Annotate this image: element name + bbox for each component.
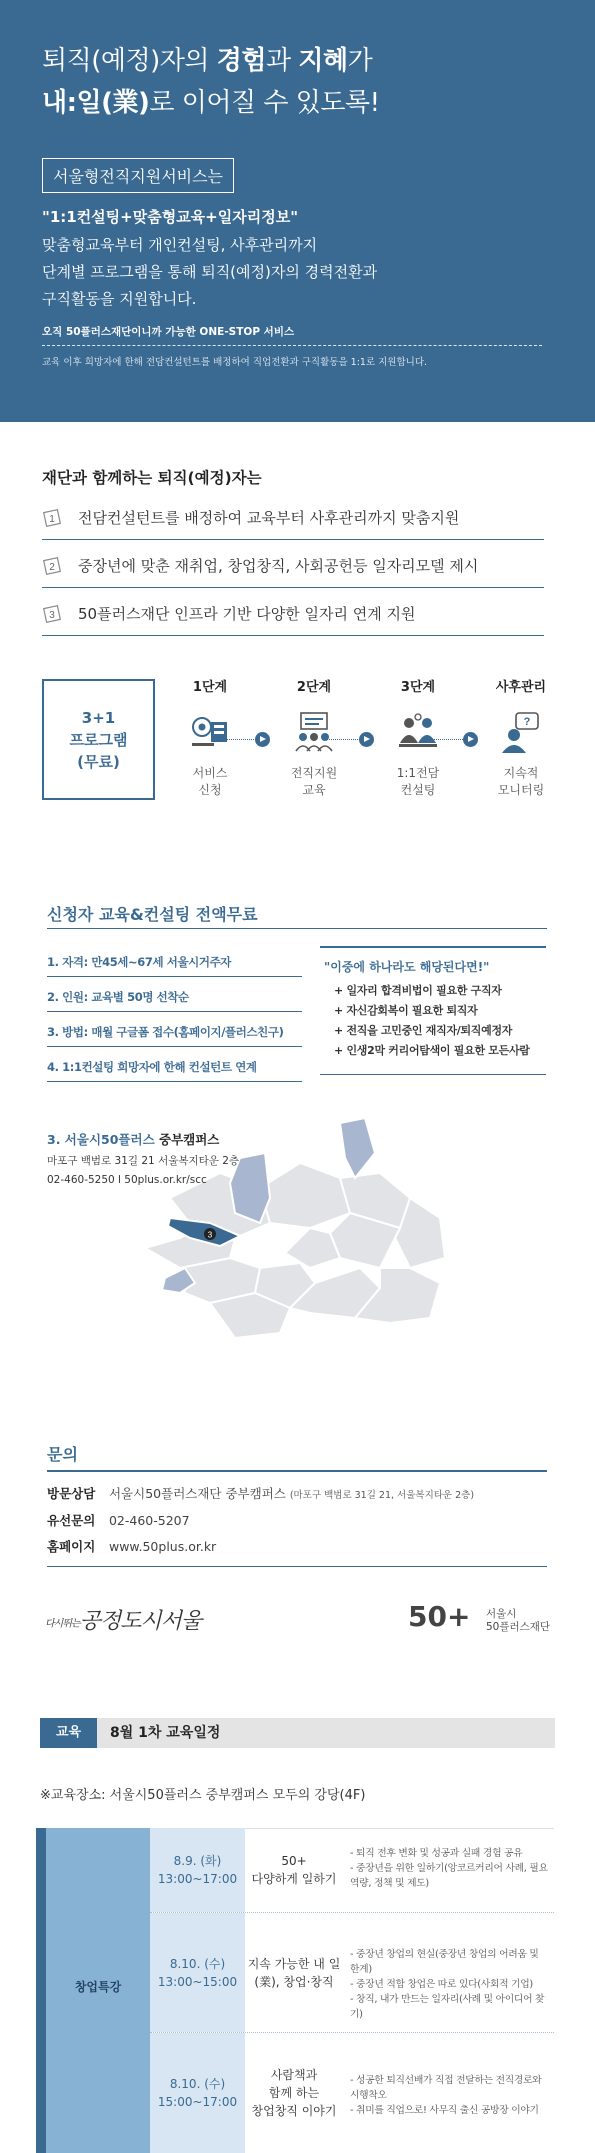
session-date (150, 1828, 245, 1912)
program-box-line: 프로그램 (69, 731, 128, 749)
session-date (150, 1913, 245, 2032)
topic-line: 창업창직 이야기 (251, 2104, 337, 2118)
step-arrow-icon (463, 732, 478, 747)
seoul-logo-prefix: 다시뛰는 (45, 1618, 80, 1630)
topic-line: 사람책과 (270, 2068, 318, 2082)
contact-value: 02-460-5207 (108, 1513, 190, 1528)
session-topic (245, 1828, 343, 1912)
one-stop-note: 오직 50플러스재단이니까 가능한 ONE-STOP 서비스 (42, 326, 295, 338)
classroom-icon (291, 709, 337, 755)
target-head: "이중에 하나라도 해당된다면!" (324, 960, 490, 974)
topic-line: 함께 하는 (268, 2086, 320, 2100)
step-1 (170, 676, 250, 799)
time-line: 13:00~15:00 (157, 1975, 238, 1989)
svg-text:?: ? (523, 716, 531, 728)
campus-name: 중부캠퍼스 (159, 1132, 220, 1147)
step-label-line: 신청 (198, 783, 222, 797)
schedule-header (40, 1718, 555, 1748)
campus-number: 3. 서울시50플러스 (47, 1132, 159, 1147)
contact-label: 유선문의 (47, 1513, 96, 1528)
date-line: 8.9. (화) (173, 1854, 222, 1868)
step-label-line: 교육 (302, 783, 326, 797)
contact-link[interactable]: www.50plus.or.kr (108, 1539, 217, 1554)
contact-label: 홈페이지 (47, 1539, 96, 1554)
contact-web (47, 1537, 216, 1555)
desc-line: - 중장년 창업의 현실(중장년 창업의 어려움 및 한계) (350, 1949, 539, 1975)
feature-item (42, 502, 544, 540)
campus-contact: 02-460-5250 l 50plus.or.kr/scc (47, 1174, 207, 1186)
time-line: 13:00~17:00 (157, 1872, 238, 1886)
step-label-line: 서비스 (192, 766, 228, 780)
step-label (481, 765, 561, 799)
service-formula: "1:1컨설팅+맞춤형교육+일자리정보" (42, 208, 299, 226)
step-head: 2단계 (296, 680, 332, 695)
program-box-line: 3+1 (81, 709, 116, 727)
campus-address: 마포구 백범로 31길 21 서울복지타운 2층 (47, 1155, 240, 1167)
consulting-icon (395, 709, 441, 755)
hero-title-bold: 내:일(業) (42, 88, 150, 118)
description-line: 구직활동을 지원합니다. (42, 290, 197, 308)
step-label-line: 컨설팅 (400, 783, 436, 797)
divider (47, 928, 547, 929)
step-head: 사후관리 (495, 680, 547, 695)
topic-line: (業), 창업·창직 (254, 1975, 334, 1989)
foundation-logo: 50+ (408, 1600, 471, 1633)
divider (47, 1470, 547, 1472)
svg-text:3: 3 (49, 610, 55, 621)
session-desc (350, 2073, 550, 2118)
table-category (46, 1828, 150, 2153)
table-row (150, 1828, 554, 1913)
step-label-line: 전직지원 (290, 766, 338, 780)
step-head: 3단계 (400, 680, 436, 695)
monitoring-icon (498, 709, 544, 755)
hero-subnote: 교육 이후 희망자에 한해 전담컨설턴트를 배정하여 직업전환과 구직활동을 1:1로 지원합니다. (42, 357, 428, 368)
date-line: 8.10. (수) (169, 2077, 226, 2091)
session-topic (245, 2033, 343, 2153)
session-topic (245, 1913, 343, 2032)
target-item: + 전직을 고민중인 재직자/퇴직예정자 (334, 1024, 513, 1037)
desc-line: - 창직, 내가 만드는 일자리(사례 및 아이디어 찾기) (350, 1994, 545, 2020)
topic-line: 다양하게 일하기 (251, 1872, 337, 1886)
contact-label: 방문상담 (47, 1486, 96, 1501)
desc-line: - 취미를 직업으로! 사무직 출신 공방장 이야기 (350, 2105, 539, 2116)
computer-icon (187, 709, 233, 755)
topic-line: 50+ (281, 1854, 307, 1868)
service-name-box: 서울형전직지원서비스는 (42, 158, 234, 193)
step-label (170, 765, 250, 799)
foundation-line: 서울시 (486, 1608, 517, 1620)
desc-line: - 중장년을 위한 일하기(앙코르커리어 사례, 필요역량, 정책 및 제도) (350, 1863, 548, 1889)
step-label-line: 모니터링 (497, 783, 545, 797)
desc-line: - 성공한 퇴직선배가 직접 전달하는 전직경로와 시행착오 (350, 2075, 542, 2101)
number-two-icon (42, 556, 62, 576)
description-line: 맞춤형교육부터 개인컨설팅, 사후관리까지 (42, 236, 318, 254)
time-line: 15:00~17:00 (157, 2095, 238, 2109)
feature-item (42, 598, 544, 636)
seoul-logo (45, 1604, 201, 1635)
step-arrow-icon (255, 732, 270, 747)
seoul-map (140, 1118, 460, 1343)
target-item: + 자신감회복이 필요한 퇴직자 (334, 1004, 478, 1017)
schedule-table (36, 1828, 554, 2153)
foundation-line: 50플러스재단 (486, 1621, 551, 1633)
schedule-location: ※교육장소: 서울시50플러스 중부캠퍼스 모두의 강당(4F) (40, 1788, 366, 1803)
feature-text: 중장년에 맞춘 재취업, 창업창직, 사회공헌등 일자리모델 제시 (78, 557, 479, 575)
contact-note: (마포구 백범로 31길 21, 서울복지타운 2층) (289, 1490, 475, 1501)
map-district-highlight (340, 1118, 375, 1178)
target-item: + 인생2막 커리어탐색이 필요한 모든사람 (334, 1044, 530, 1057)
step-label (274, 765, 354, 799)
target-item: + 일자리 합격비법이 필요한 구직자 (334, 984, 502, 997)
number-three-icon (42, 604, 62, 624)
foundation-logo-text (486, 1608, 550, 1634)
contact-phone (47, 1511, 190, 1529)
step-2 (274, 676, 354, 799)
seoul-logo-text: 공정도시서울 (79, 1609, 202, 1634)
education-condition: 2. 인원: 교육별 50명 선착순 (47, 979, 302, 1012)
category-label: 창업특강 (74, 1980, 122, 1994)
education-condition: 4. 1:1컨설팅 희망자에 한해 컨설턴트 연계 (47, 1049, 302, 1082)
desc-line: - 중장년 적합 창업은 따로 있다(사회적 기업) (350, 1979, 533, 1990)
hero-title-text: 퇴직(예정)자의 (42, 46, 217, 76)
contact-visit (47, 1484, 474, 1502)
hero-title-text: 과 (265, 46, 299, 76)
schedule-name: 8월 1차 교육일정 (110, 1725, 221, 1741)
svg-text:2: 2 (49, 562, 55, 573)
campus-title (47, 1130, 219, 1148)
table-row (150, 1913, 554, 2033)
hero-title-text: 가 (347, 46, 373, 76)
step-label-line: 지속적 (503, 766, 539, 780)
divider (47, 1566, 547, 1567)
schedule-tag: 교육 (40, 1718, 97, 1748)
education-title: 신청자 교육&컨설팅 전액무료 (47, 905, 258, 924)
table-accent (36, 1828, 46, 2153)
program-box (42, 679, 155, 800)
hero-banner (0, 0, 595, 422)
education-condition: 1. 자격: 만45세~67세 서울시거주자 (47, 944, 302, 977)
program-box-line: (무료) (77, 753, 120, 771)
step-arrow-icon (359, 732, 374, 747)
date-line: 8.10. (수) (169, 1957, 226, 1971)
hero-title-text: 로 이어질 수 있도록! (149, 88, 380, 118)
hero-title (42, 40, 380, 124)
feature-text: 전담컨설턴트를 배정하여 교육부터 사후관리까지 맞춤지원 (78, 509, 460, 527)
feature-item (42, 550, 544, 588)
target-box (320, 946, 546, 1075)
session-date (150, 2033, 245, 2153)
hero-title-bold: 경험 (216, 46, 266, 76)
contact-value: 서울시50플러스재단 중부캠퍼스 (108, 1486, 286, 1501)
step-label (378, 765, 458, 799)
service-description (42, 232, 377, 313)
description-line: 단계별 프로그램을 통해 퇴직(예정)자의 경력전환과 (42, 263, 378, 281)
map-districts (145, 1163, 445, 1338)
contact-title: 문의 (47, 1445, 78, 1464)
map-marker-label: 3 (207, 1230, 213, 1240)
step-3 (378, 676, 458, 799)
step-label-line: 1:1전담 (396, 766, 440, 780)
session-desc (350, 1947, 550, 2022)
step-head: 1단계 (192, 680, 228, 695)
feature-text: 50플러스재단 인프라 기반 다양한 일자리 연계 지원 (78, 605, 416, 623)
number-one-icon (42, 508, 62, 528)
svg-text:1: 1 (49, 514, 55, 525)
hero-title-bold: 지혜 (298, 46, 348, 76)
features-title: 재단과 함께하는 퇴직(예정)자는 (42, 469, 262, 487)
education-condition: 3. 방법: 매월 구글폼 접수(홈페이지/플러스친구) (47, 1014, 302, 1047)
session-desc (350, 1846, 550, 1891)
desc-line: - 퇴직 전후 변화 및 성공과 실패 경험 공유 (350, 1848, 523, 1859)
divider (42, 345, 542, 346)
step-4 (481, 676, 561, 799)
table-row (150, 2033, 554, 2153)
topic-line: 지속 가능한 내 일 (247, 1957, 341, 1971)
